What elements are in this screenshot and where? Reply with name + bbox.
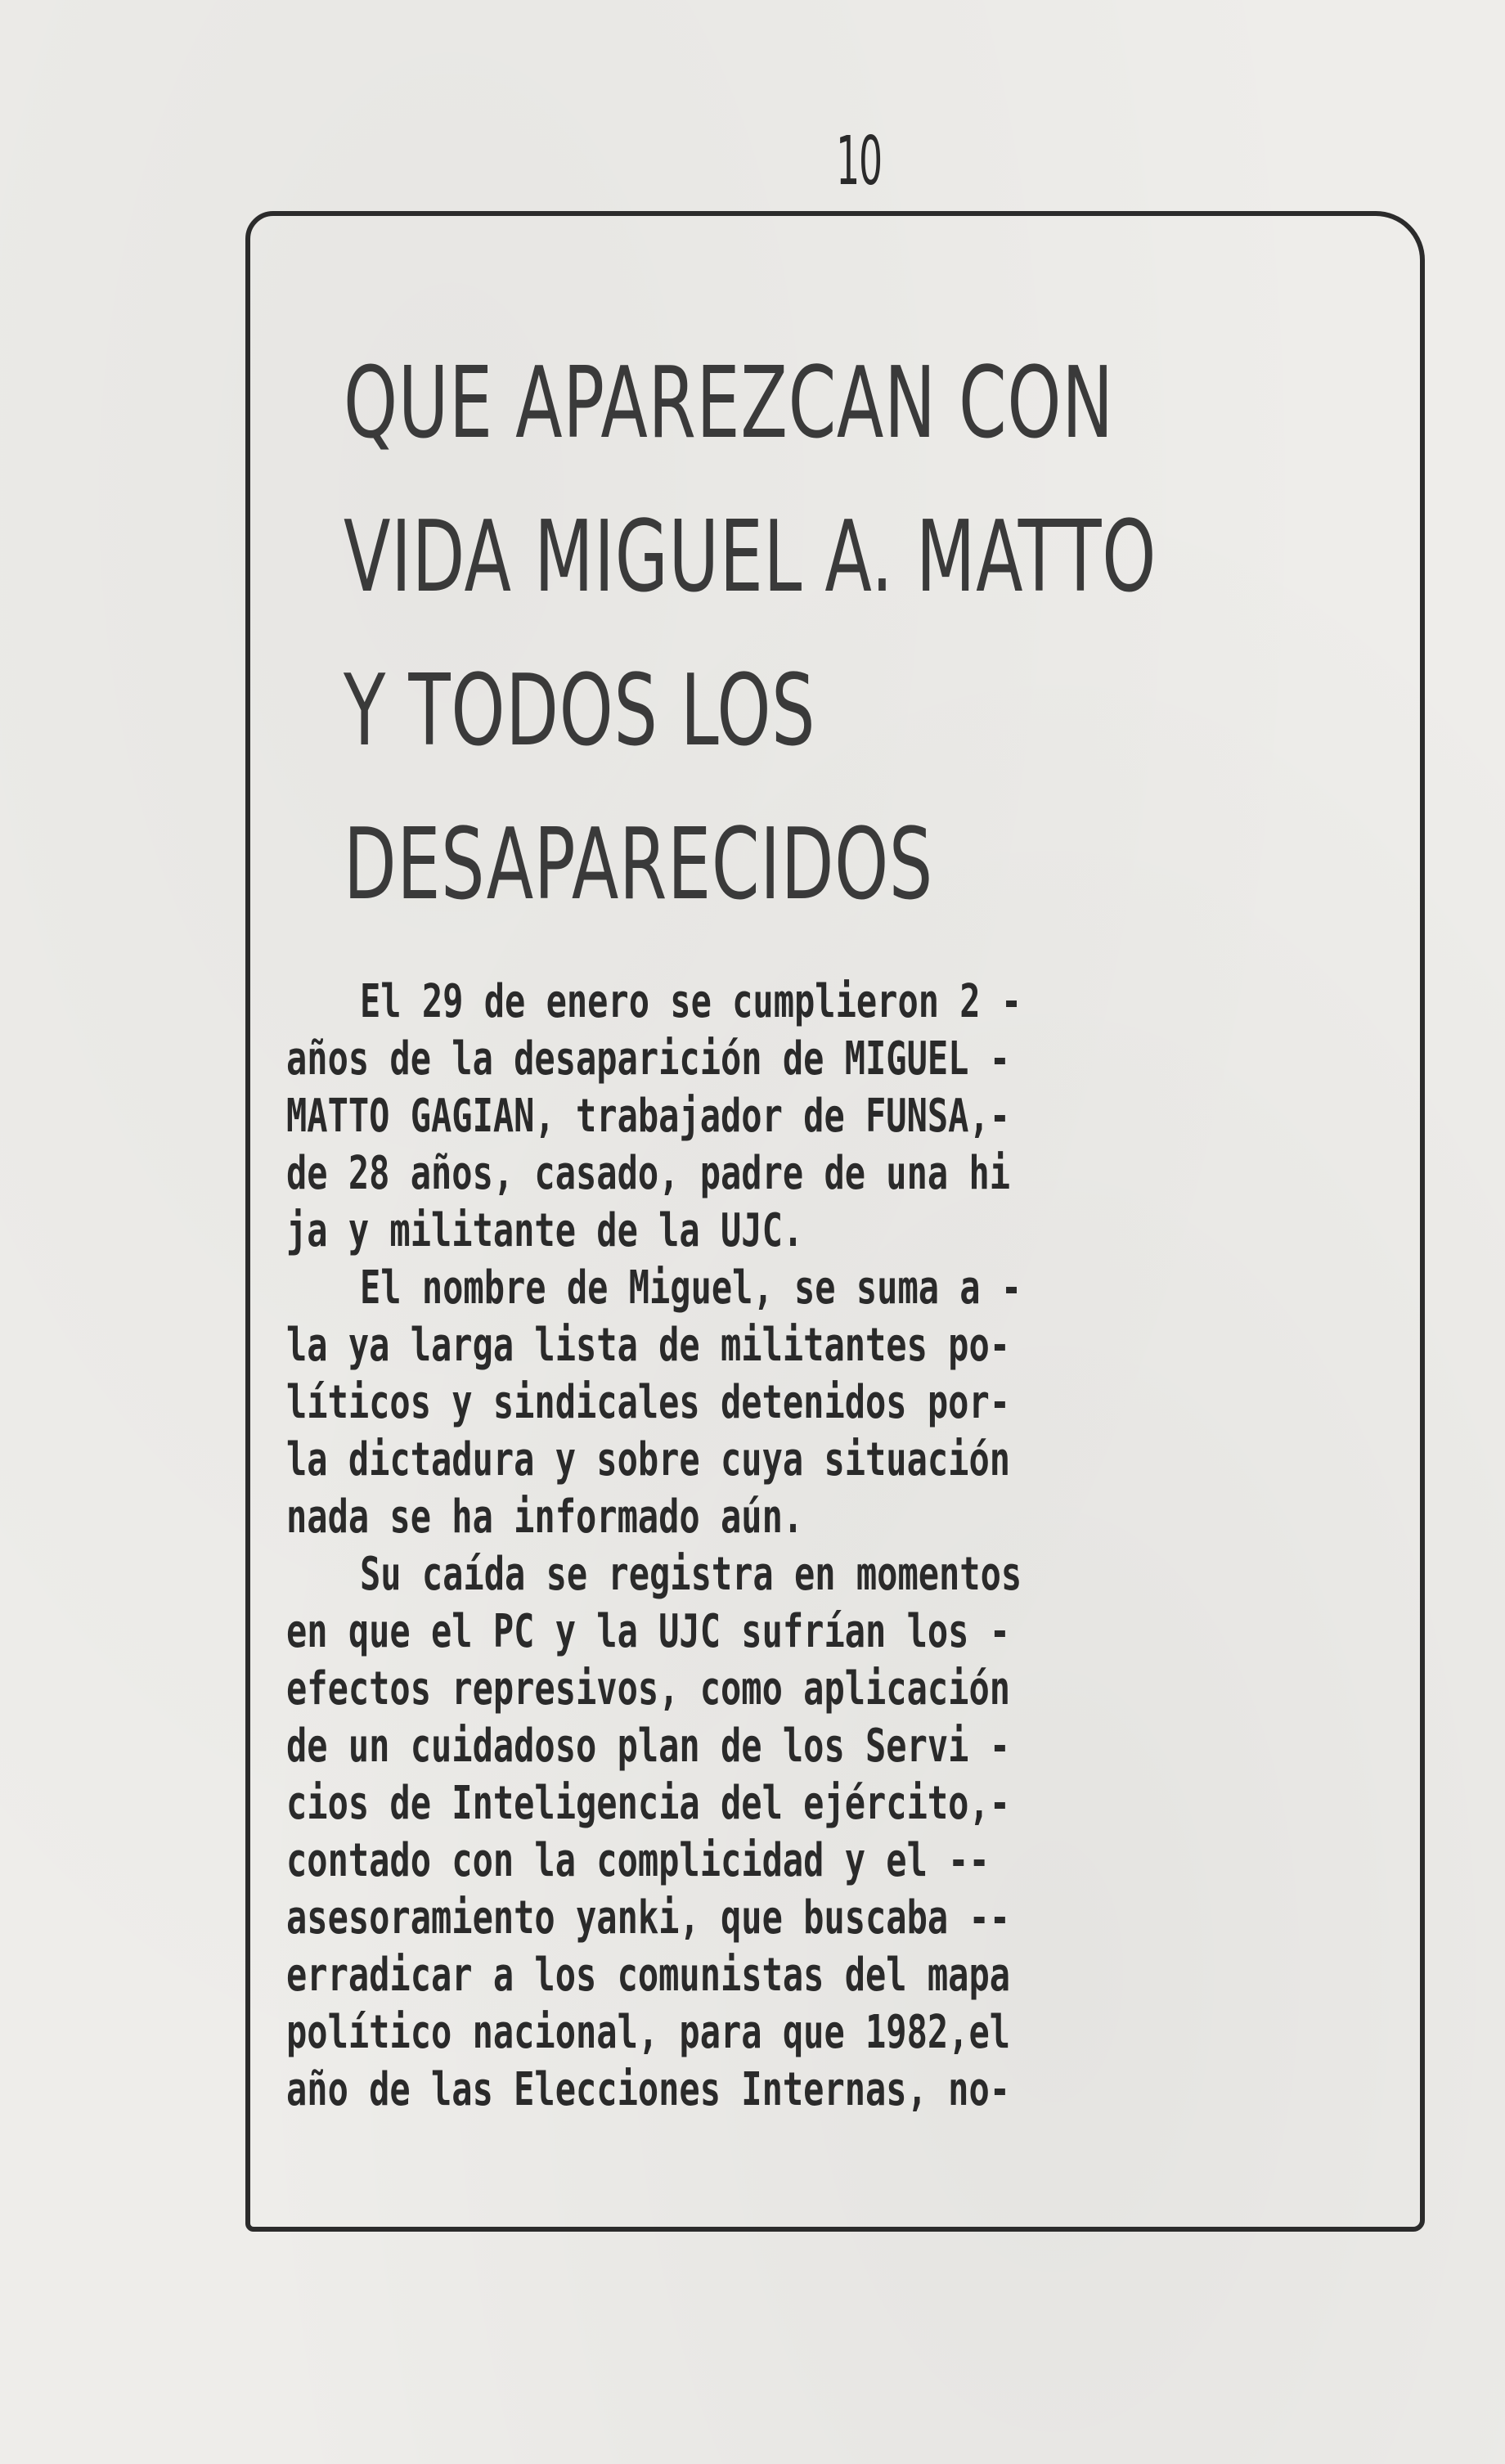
body-line: años de la desaparición de MIGUEL -	[286, 1032, 1011, 1086]
headline	[344, 327, 1390, 942]
body-line: MATTO GAGIAN, trabajador de FUNSA,-	[286, 1090, 1011, 1143]
body-line: efectos represivos, como aplicación	[286, 1662, 1011, 1715]
body-line: la ya larga lista de militantes po-	[286, 1319, 1011, 1372]
body-line: El 29 de enero se cumplieron 2 -	[360, 975, 1022, 1028]
body-line: Su caída se registra en momentos	[360, 1548, 1022, 1601]
body-line: El nombre de Miguel, se suma a -	[360, 1261, 1022, 1315]
body-line: erradicar a los comunistas del mapa	[286, 1949, 1011, 2002]
headline-line: DESAPARECIDOS	[344, 808, 933, 922]
body-line: cios de Inteligencia del ejército,-	[286, 1777, 1011, 1830]
page-number: 10	[836, 123, 882, 200]
headline-line: VIDA MIGUEL A. MATTO	[344, 501, 1157, 614]
body-line: líticos y sindicales detenidos por-	[286, 1376, 1011, 1429]
article-body	[286, 973, 1431, 2119]
headline-line: Y TODOS LOS	[344, 654, 816, 768]
body-line: asesoramiento yanki, que buscaba --	[286, 1891, 1011, 1945]
body-line: en que el PC y la UJC sufrían los -	[286, 1605, 1011, 1658]
body-line: de un cuidadoso plan de los Servi -	[286, 1720, 1011, 1773]
headline-line: QUE APAREZCAN CON	[344, 347, 1114, 461]
body-line: nada se ha informado aún.	[286, 1491, 804, 1544]
body-line: año de las Elecciones Internas, no-	[286, 2063, 1011, 2116]
body-line: contado con la complicidad y el --	[286, 1834, 990, 1887]
body-line: político nacional, para que 1982,el	[286, 2006, 1011, 2059]
body-line: la dictadura y sobre cuya situación	[286, 1433, 1011, 1486]
body-line: ja y militante de la UJC.	[286, 1204, 804, 1257]
body-line: de 28 años, casado, padre de una hi	[286, 1147, 1011, 1200]
